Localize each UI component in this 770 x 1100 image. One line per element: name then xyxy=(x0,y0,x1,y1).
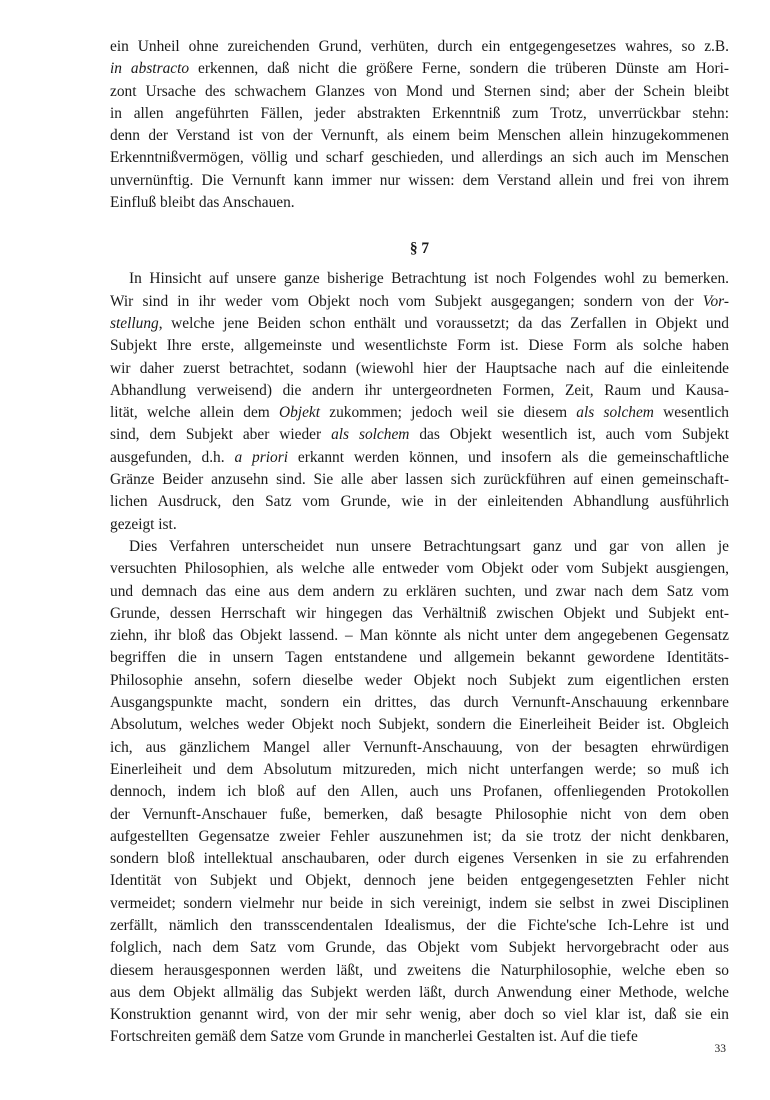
text-line: lichen Ausdruck, den Satz vom Grunde, wie in der einleitenden Abhandlung ausführlich xyxy=(110,493,729,511)
text-line: und demnach das eine aus dem andern zu erklären suchten, und zwar nach dem Satz vom xyxy=(110,582,729,600)
text-line: in allen angeführten Fällen, jeder abstrakten Erkenntniß zum Trotz, unverrückbar stehn: xyxy=(110,104,729,122)
text-line: Konstruktion genannt wird, von der mir sehr wenig, aber doch so viel klar ist, daß sie ein xyxy=(110,1006,729,1024)
text-line: zont Ursache des schwachem Glanzes von Mond und Sternen sind; aber der Schein bleibt xyxy=(110,82,729,100)
text-line: Wir sind in ihr weder vom Objekt noch vom Subjekt ausgegangen; sondern von der Vor- xyxy=(110,292,729,310)
text-line: Abhandlung verweisend) die andern ihr untergeordneten Formen, Zeit, Raum und Kausa- xyxy=(110,381,729,399)
text-line: Dies Verfahren unterscheidet nun unsere Betrachtungsart ganz und gar von allen je xyxy=(129,537,729,555)
text-line: der Vernunft-Anschauer fuße, bemerken, daß besagte Philosophie nicht von dem oben xyxy=(110,805,729,823)
page-number: 33 xyxy=(714,1043,726,1055)
text-line: aus dem Objekt allmälig das Subjekt werden läßt, durch Anwendung einer Methode, welche xyxy=(110,983,729,1001)
text-line: Fortschreiten gemäß dem Satze vom Grunde in mancherlei Gestalten ist. Auf die tiefe xyxy=(110,1028,638,1046)
text-line: ziehn, ihr bloß das Objekt lassend. – Man könnte als nicht unter dem angegebenen Gegensatz xyxy=(110,627,729,645)
text-line: denn der Verstand ist von der Vernunft, als einem beim Menschen allein hinzugekommenen xyxy=(110,127,729,145)
text-line: Absolutum, welches weder Objekt noch Subjekt, sondern die Einerleiheit Beider ist. Obgleich xyxy=(110,716,729,734)
text-line: unvernünftig. Die Vernunft kann immer nur wissen: dem Verstand allein und frei von ihrem xyxy=(110,171,729,189)
text-line: ausgefunden, d.h. a priori erkannt werden können, und insofern als die gemeinschaftliche xyxy=(110,448,729,466)
text-line: Ausgangspunkte macht, sondern ein drittes, das durch Vernunft-Anschauung erkennbare xyxy=(110,694,729,712)
text-line: zerfällt, nämlich den transscendentalen Idealismus, der die Fichte'sche Ich-Lehre ist und xyxy=(110,916,729,934)
text-line: lität, welche allein dem Objekt zukommen; jedoch weil sie diesem als solchem wesentlich xyxy=(110,404,729,422)
text-line: sind, dem Subjekt aber wieder als solchem das Objekt wesentlich ist, auch vom Subjekt xyxy=(110,426,729,444)
text-line: Einfluß bleibt das Anschauen. xyxy=(110,194,295,212)
text-line: Philosophie ansehn, sofern dieselbe weder Objekt noch Subjekt zum eigentlichen ersten xyxy=(110,671,729,689)
page-body xyxy=(110,36,729,1049)
text-line: gezeigt ist. xyxy=(110,515,177,533)
paragraph-1 xyxy=(110,268,729,536)
text-line: Grunde, dessen Herrschaft wir hingegen das Verhältniß zwischen Objekt und Subjekt ent- xyxy=(110,604,729,622)
text-line: in abstracto erkennen, daß nicht die größere Ferne, sondern die trüberen Dünste am Hori- xyxy=(110,60,729,78)
text-line: Erkenntnißvermögen, völlig und scharf geschieden, und allerdings an sich auch im Menschen xyxy=(110,149,729,167)
text-line: Gränze Beider anzusehn sind. Sie alle aber lassen sich zurückführen auf einen gemeinschaft- xyxy=(110,471,729,489)
paragraph-2 xyxy=(110,536,729,1049)
text-line: Subjekt Ihre erste, allgemeinste und wesentlichste Form ist. Diese Form als solche haben xyxy=(110,337,729,355)
paragraph-top xyxy=(110,36,729,214)
text-line: versuchten Philosophien, als welche alle entweder vom Objekt oder vom Subjekt ausgiengen, xyxy=(110,560,729,578)
text-line: aufgestellten Gegensatze zweier Fehler auszunehmen ist; da sie trotz der nicht denkbaren, xyxy=(110,827,729,845)
text-line: begriffen die in unsern Tagen entstandene und allgemein bekannt gewordene Identitäts- xyxy=(110,649,729,667)
text-line: vermeidet; sondern vielmehr nur beide in sich vereinigt, indem sie selbst in zwei Disciplinen xyxy=(110,894,729,912)
text-line: wir daher zuerst betrachtet, sodann (wiewohl hier der Hauptsache nach auf die einleitende xyxy=(110,359,729,377)
text-line: stellung, welche jene Beiden schon enthält und voraussetzt; da das Zerfallen in Objekt und xyxy=(110,314,729,332)
text-line: dennoch, indem ich bloß auf den Allen, auch uns Profanen, offenliegenden Protokollen xyxy=(110,783,729,801)
text-line: diesem herausgesponnen werden läßt, und zweitens die Naturphilosophie, welche eben so xyxy=(110,961,729,979)
text-line: ein Unheil ohne zureichenden Grund, verhüten, durch ein entgegengesetzes wahres, so z.B. xyxy=(110,38,729,55)
text-line: In Hinsicht auf unsere ganze bisherige Betrachtung ist noch Folgendes wohl zu bemerken. xyxy=(129,270,729,288)
text-line: sondern bloß intellektual anschaubaren, oder durch eigenes Versenken in sie zu erfahrenden xyxy=(110,850,729,868)
section-heading: § 7 xyxy=(409,240,430,258)
text-line: Einerleiheit und dem Absolutum mitzureden, mich nicht unterfangen werde; so muß ich xyxy=(110,760,729,778)
text-line: Identität von Subjekt und Objekt, dennoch jene beiden entgegengesetzten Fehler nicht xyxy=(110,872,729,890)
text-line: ich, aus gänzlichem Mangel aller Vernunft-Anschauung, von der besagten ehrwürdigen xyxy=(110,738,729,756)
text-line: folglich, nach dem Satz vom Grunde, das Objekt vom Subjekt hervorgebracht oder aus xyxy=(110,939,729,957)
